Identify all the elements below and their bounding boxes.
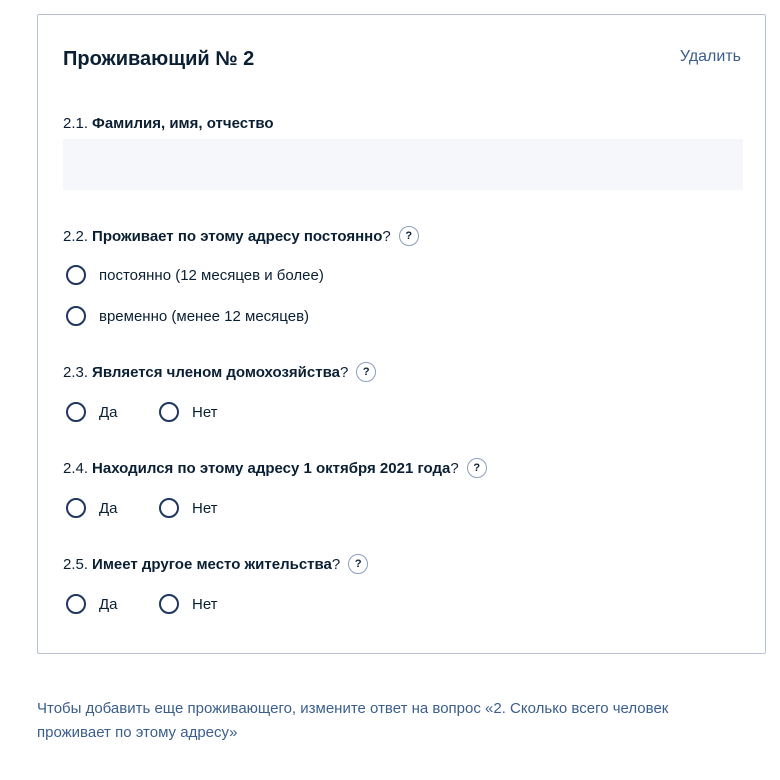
- radio-label: Да: [99, 403, 118, 421]
- radio-q4-no[interactable]: [159, 498, 218, 518]
- question-text: Фамилия, имя, отчество: [92, 115, 274, 132]
- radio-label: постоянно (12 месяцев и более): [99, 266, 324, 284]
- question-number: 2.1.: [63, 115, 89, 132]
- radio-label: временно (менее 12 месяцев): [99, 307, 310, 325]
- resident-card: [37, 14, 766, 654]
- radio-button-icon[interactable]: [66, 498, 86, 518]
- question-text: Находился по этому адресу 1 октября 2021 года: [92, 459, 451, 477]
- radio-button-icon[interactable]: [159, 594, 179, 614]
- help-icon[interactable]: ?: [356, 362, 376, 382]
- radio-label: Да: [99, 499, 118, 517]
- radio-q5-no[interactable]: [159, 594, 218, 614]
- help-icon[interactable]: ?: [399, 226, 419, 246]
- question-2-5-label: [63, 554, 368, 574]
- radio-button-icon[interactable]: [159, 402, 179, 422]
- radio-label: Нет: [192, 499, 218, 517]
- question-text: Проживает по этому адресу постоянно: [92, 227, 383, 245]
- question-mark: ?: [339, 363, 349, 381]
- radio-q4-yes[interactable]: [66, 498, 118, 518]
- question-number: 2.2.: [63, 227, 89, 245]
- radio-label: Нет: [192, 595, 218, 613]
- question-mark: ?: [450, 459, 459, 477]
- question-number: 2.5.: [63, 555, 89, 573]
- radio-button-icon[interactable]: [66, 594, 86, 614]
- help-icon[interactable]: ?: [467, 458, 487, 478]
- delete-link[interactable]: Удалить: [679, 48, 741, 65]
- radio-button-icon[interactable]: [66, 306, 86, 326]
- radio-label: Да: [99, 595, 118, 613]
- add-resident-note: Чтобы добавить еще проживающего, измените ответ на вопрос «2. Сколько всего человек проживает по этому адресу»: [37, 700, 669, 741]
- radio-temporary[interactable]: [66, 306, 309, 326]
- radio-button-icon[interactable]: [66, 265, 86, 285]
- radio-button-icon[interactable]: [159, 498, 179, 518]
- radio-q3-no[interactable]: [159, 402, 218, 422]
- full-name-input[interactable]: [63, 139, 743, 190]
- question-mark: ?: [382, 227, 391, 245]
- question-number: 2.4.: [63, 459, 89, 477]
- radio-q5-yes[interactable]: [66, 594, 118, 614]
- question-2-2-label: [63, 226, 419, 246]
- question-2-4-label: [63, 458, 487, 478]
- radio-q3-yes[interactable]: [66, 402, 118, 422]
- question-number: 2.3.: [63, 363, 89, 381]
- question-2-3-label: [63, 362, 376, 382]
- card-title: Проживающий № 2: [63, 48, 255, 70]
- radio-permanent[interactable]: [66, 265, 324, 285]
- radio-button-icon[interactable]: [66, 402, 86, 422]
- question-text: Имеет другое место жительства: [92, 555, 332, 573]
- question-mark: ?: [331, 555, 341, 573]
- question-text: Является членом домохозяйства: [92, 363, 340, 381]
- help-icon[interactable]: ?: [348, 554, 368, 574]
- radio-label: Нет: [192, 403, 218, 421]
- question-2-1-label: [63, 115, 274, 132]
